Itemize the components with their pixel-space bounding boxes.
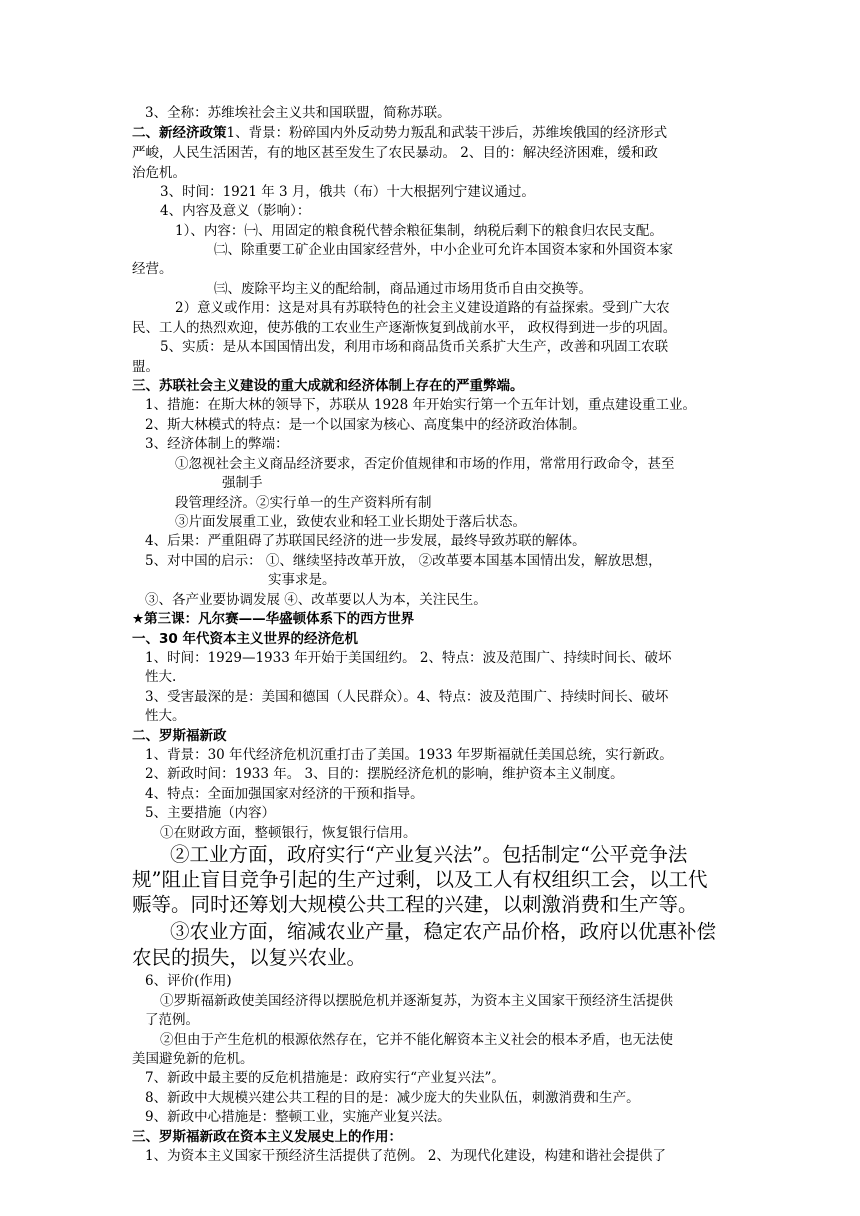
text-line: 1、时间：1929—1933 年开始于美国纽约。 2、特点：波及范围广、持续时间长、破坏 [145,650,672,666]
text-line: ①在财政方面，整顿银行，恢复银行信用。 [160,825,417,841]
text-line: 实事求是。 [268,572,336,588]
text-line: 了范例。 [145,1012,199,1028]
text-line: 4、内容及意义（影响）： [160,203,311,219]
section-heading: 三、罗斯福新政在资本主义发展史上的作用： [132,1129,402,1145]
text-line: 1、为资本主义国家干预经济生活提供了范例。 2、为现代化建设，构建和谐社会提供了 [145,1148,666,1164]
text-line: 1）、内容：㈠、用固定的粮食税代替余粮征集制，纳税后剩下的粮食归农民支配。 [175,223,663,239]
text-line: ㈢、废除平均主义的配给制，商品通过市场用货币自由交换等。 [214,281,592,297]
text-line: ②工业方面，政府实行“产业复兴法”。包括制定“公平竞争法 [170,843,688,866]
text-line: 严峻，人民生活困苦，有的地区甚至发生了农民暴动。 2、目的：解决经济困难，缓和政 [132,145,658,161]
text-line: 8、新政中大规模兴建公共工程的目的是：减少庞大的失业队伍，刺激消费和生产。 [145,1090,640,1106]
text-line: 民、工人的热烈欢迎，使苏俄的工农业生产逐渐恢复到战前水平， 政权得到进一步的巩固。 [132,320,677,336]
text-line: 段管理经济。②实行单一的生产资料所有制 [175,495,432,511]
text-line: ②但由于产生危机的根源依然存在，它并不能化解资本主义社会的根本矛盾，也无法使 [160,1032,673,1048]
section-heading: 三、苏联社会主义建设的重大成就和经济体制上存在的严重弊端。 [132,378,524,394]
text-line: 经营。 [132,261,173,277]
text-line: 2、斯大林模式的特点：是一个以国家为核心、高度集中的经济政治体制。 [145,417,586,433]
text-line: 3、时间：1921 年 3 月，俄共（布）十大根据列宁建议通过。 [160,184,535,200]
text-line: 7、新政中最主要的反危机措施是：政府实行“产业复兴法”。 [145,1070,505,1086]
text-line: 1、背景：30 年代经济危机沉重打击了美国。1933 年罗斯福就任美国总统，实行新政。 [145,747,673,763]
section-heading: 一、30 年代资本主义世界的经济危机 [132,631,358,647]
text-line [132,727,227,746]
text-line: 3、经济体制上的弊端： [145,436,289,452]
text-line: 治危机。 [132,165,186,181]
text-line: ③农业方面，缩减农业产量，稳定农产品价格，政府以优惠补偿 [170,920,717,943]
text-line: 二、新经济政策1、背景：粉碎国内外反动势力叛乱和武装干涉后，苏维埃俄国的经济形式 [132,125,668,141]
section-heading: 二、罗斯福新政 [132,728,227,744]
text-line: 4、特点：全面加强国家对经济的干预和指导。 [145,786,424,802]
text-line: 2）意义或作用：这是对具有苏联特色的社会主义建设道路的有益探索。受到广大农 [175,300,670,316]
lesson-heading: ★第三课：凡尔赛——华盛顿体系下的西方世界 [132,611,415,627]
text-line: 性大。 [145,708,186,724]
text-line: 2、新政时间：1933 年。 3、目的：摆脱经济危机的影响，维护资本主义制度。 [145,766,624,782]
section-heading: 二、新经济政策 [132,125,227,141]
text-line: ③、各产业要协调发展 ④、改革要以人为本，关注民生。 [145,592,487,608]
text-line: ①忽视社会主义商品经济要求，否定价值规律和市场的作用，常常用行政命令，甚至 [175,456,675,472]
text-line: 3、受害最深的是：美国和德国（人民群众）。4、特点：波及范围广、持续时间长、破坏 [145,689,669,705]
text-line: ①罗斯福新政使美国经济得以摆脱危机并逐渐复苏，为资本主义国家干预经济生活提供 [160,993,673,1009]
text-line: ㈡、除重要工矿企业由国家经营外，中小企业可允许本国资本家和外国资本家 [214,242,673,258]
text-line: 农民的损失，以复兴农业。 [132,946,367,969]
text-line: 性大. [145,669,177,685]
text-line: 5、实质：是从本国国情出发，利用市场和商品货币关系扩大生产，改善和巩固工农联 [160,339,669,355]
text-line: 5、对中国的启示： ①、继续坚持改革开放， ②改革要本国基本国情出发，解放思想， [145,553,662,569]
text-line: 1、措施：在斯大林的领导下，苏联从 1928 年开始实行第一个五年计划，重点建设重工业。 [145,397,697,413]
text-line: ③片面发展重工业，致使农业和轻工业长期处于落后状态。 [175,514,526,530]
text-line: 6、评价(作用) [145,973,232,989]
text-line: 4、后果：严重阻碍了苏联国民经济的进一步发展，最终导致苏联的解体。 [145,533,586,549]
text-line: 3、全称：苏维埃社会主义共和国联盟，简称苏联。 [145,105,451,121]
text-line [132,377,524,396]
text-line [132,630,358,649]
text-line [132,1128,402,1147]
text-line: 美国避免新的危机。 [132,1051,254,1067]
text-line: 9、新政中心措施是：整顿工业，实施产业复兴法。 [145,1109,451,1125]
text-line: 盟。 [132,359,159,375]
text-line: 5、主要措施（内容） [145,805,276,821]
text-line [132,610,414,629]
text-line: 强制手 [222,475,263,491]
text-line: 赈等。同时还筹划大规模公共工程的兴建，以刺激消费和生产等。 [132,893,698,916]
text-line: 规”阻止盲目竞争引起的生产过剩，以及工人有权组织工会，以工代 [132,868,708,891]
